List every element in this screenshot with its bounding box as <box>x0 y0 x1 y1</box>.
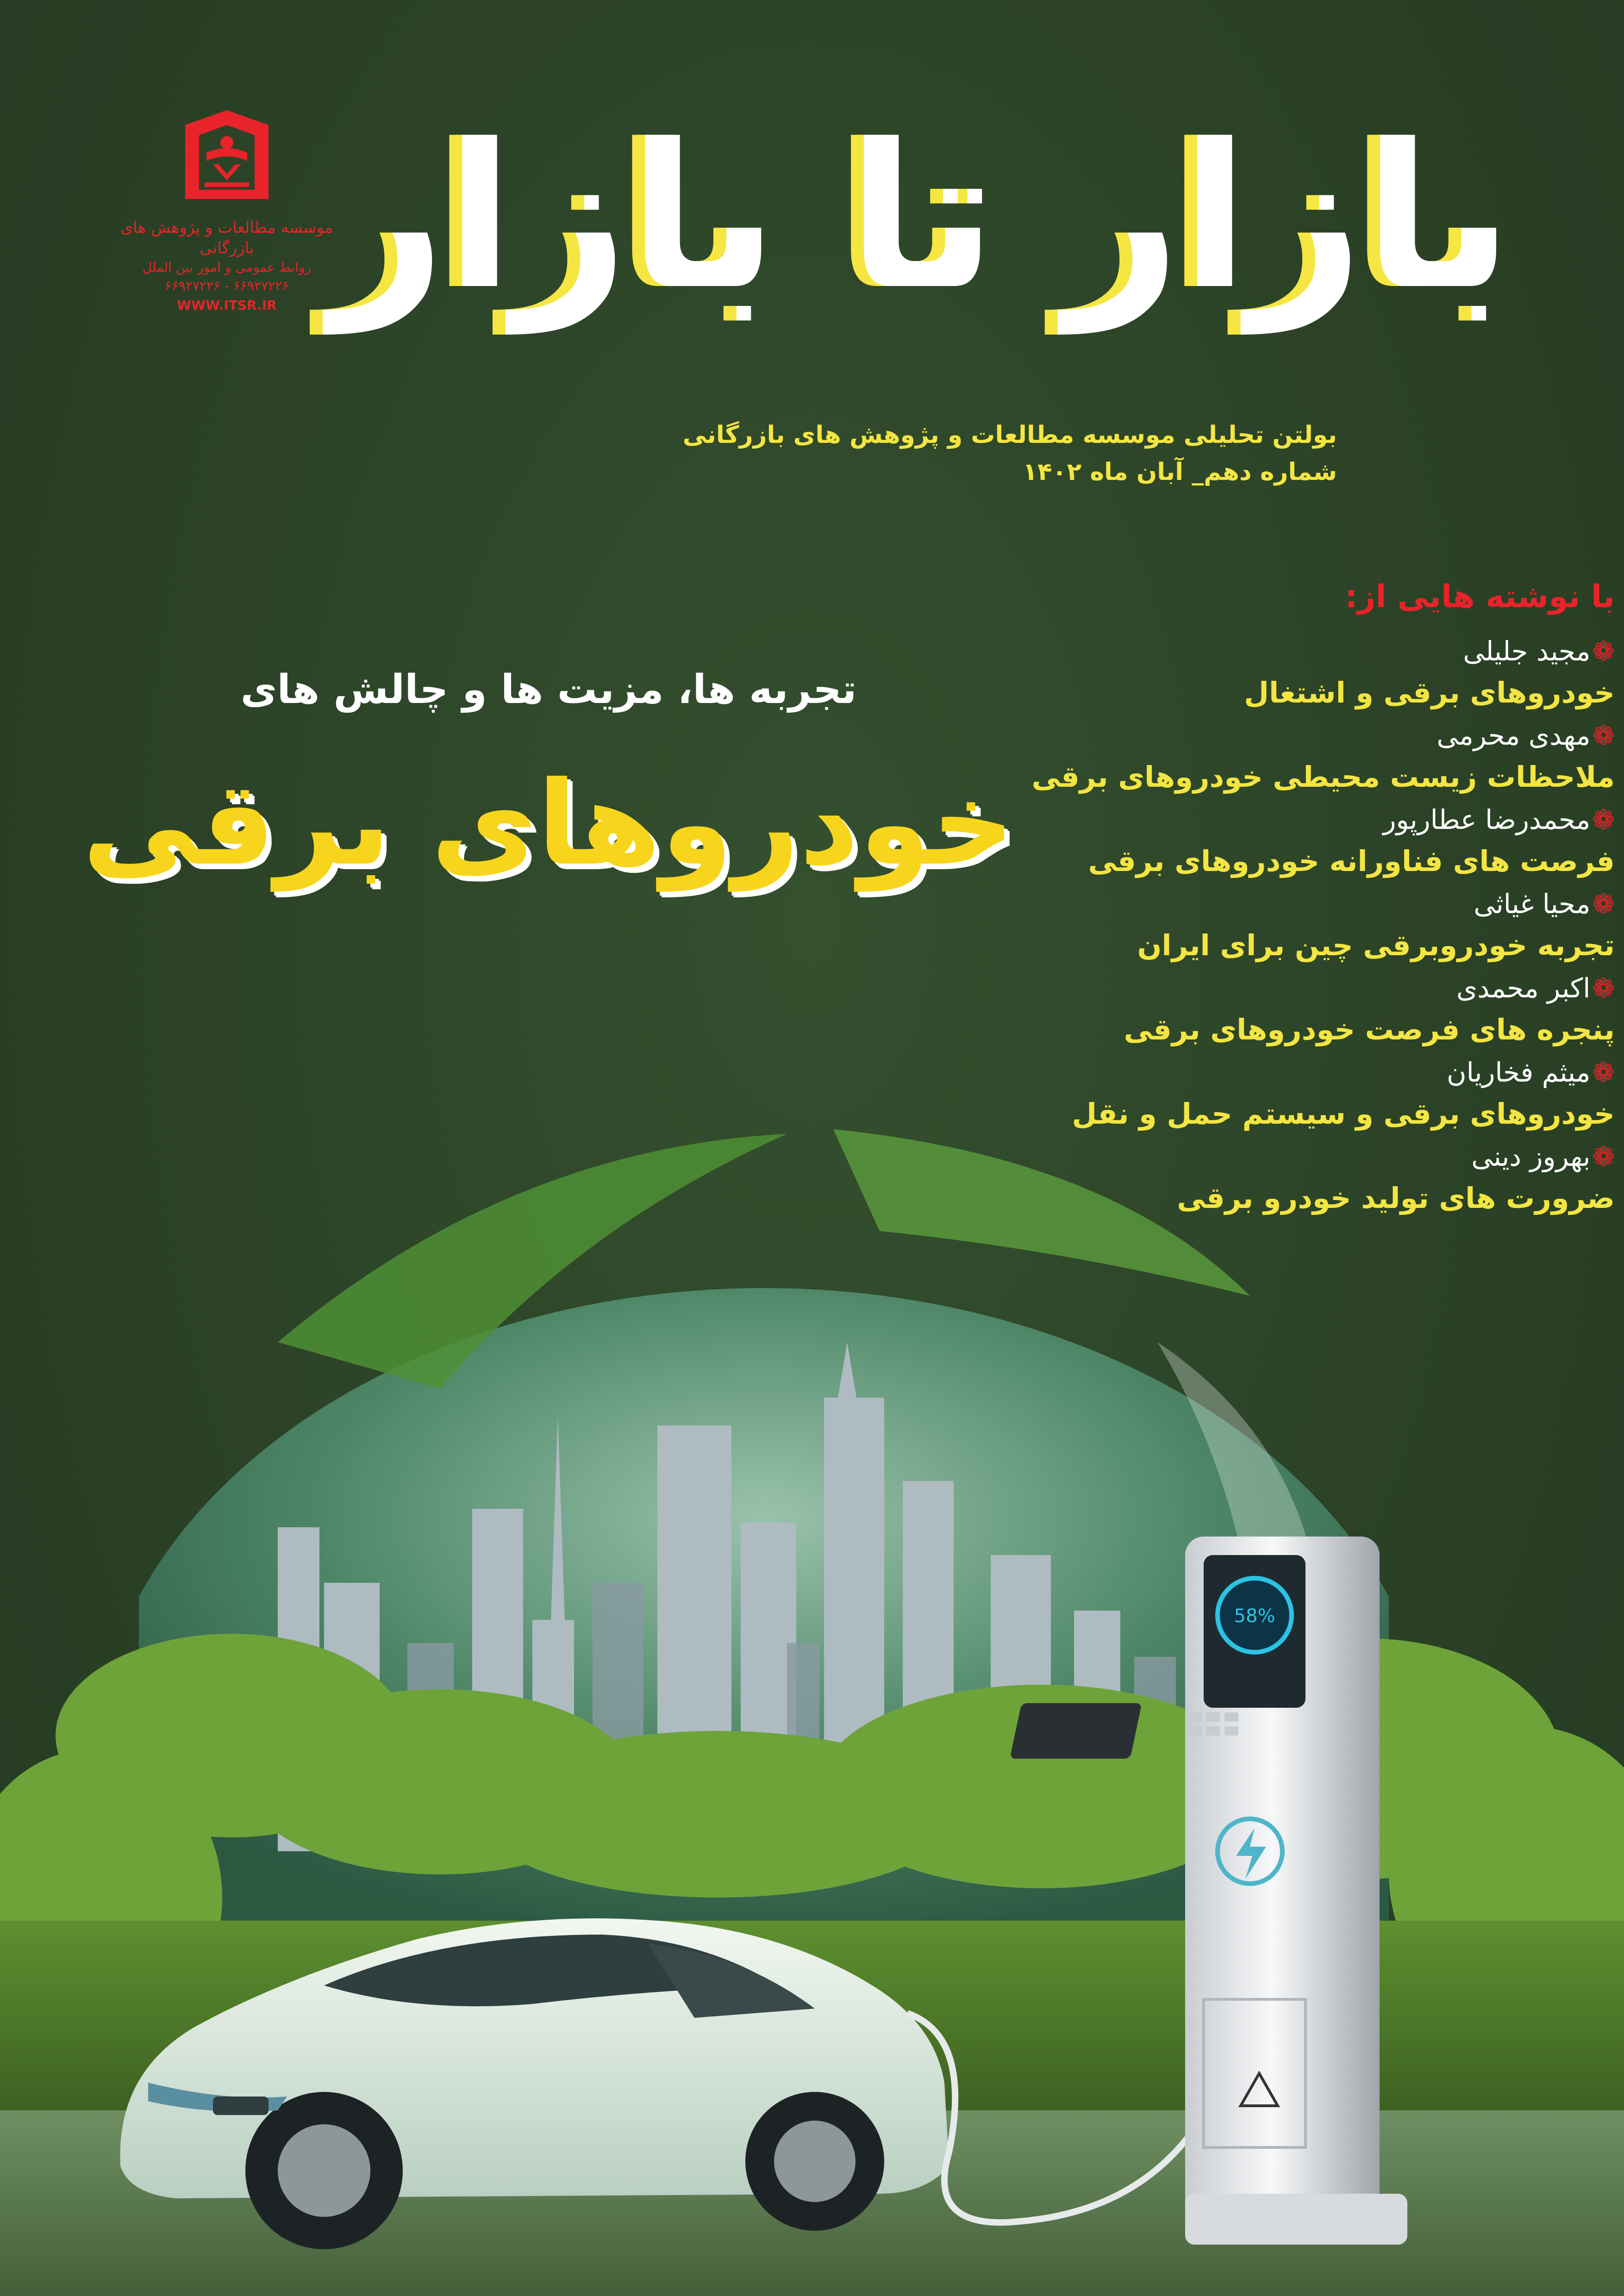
cover-illustration <box>0 1064 1624 2296</box>
institute-department: روابط عمومی و امور بین الملل <box>142 260 312 275</box>
institute-name: موسسه مطالعات و پژوهش های بازرگانی <box>120 218 333 257</box>
contributor-entry <box>1013 969 1615 1052</box>
contributor-article-title: ضرورت های تولید خودرو برقی <box>1177 1181 1615 1215</box>
flower-bullet-icon: ❁ <box>1592 804 1615 835</box>
contributor-article-title: ملاحظات زیست محیطی خودروهای برقی <box>1031 760 1615 794</box>
flower-bullet-icon: ❁ <box>1592 972 1615 1004</box>
masthead-title: بازار تا بازار <box>331 102 1513 333</box>
contributor-article-title: خودروهای برقی و اشتغال <box>1244 676 1615 709</box>
contributor-author-name: مجید جلیلی <box>1463 635 1591 667</box>
charge-level-readout: 58% <box>1234 1605 1275 1627</box>
bulletin-info <box>683 417 1337 491</box>
contributor-author <box>1013 716 1615 755</box>
bulletin-description: بولتن تحلیلی موسسه مطالعات و پژوهش های بازرگانی <box>682 421 1337 449</box>
illustration-svg <box>0 1064 1624 2296</box>
institute-logo <box>120 106 333 316</box>
contributor-author-name: بهروز دینی <box>1471 1141 1591 1172</box>
contributor-author-name: محیا غیاثی <box>1474 888 1591 920</box>
contributor-article-title: پنجره های فرصت خودروهای برقی <box>1124 1013 1615 1046</box>
contributor-entry <box>1013 632 1615 715</box>
contributor-author <box>1013 969 1615 1008</box>
contributor-entry <box>1013 716 1615 799</box>
flower-bullet-icon: ❁ <box>1592 720 1615 751</box>
contributor-author-name: مهدی محرمی <box>1437 720 1591 751</box>
contributor-article-title: تجربه خودروبرقی چین برای ایران <box>1137 928 1615 962</box>
flower-bullet-icon: ❁ <box>1592 635 1615 667</box>
contributor-author-name: میثم فخاریان <box>1447 1057 1591 1088</box>
flower-bullet-icon: ❁ <box>1592 888 1615 920</box>
institute-phone: ۶۶۹۲۷۲۲۶ - ۶۶۹۲۷۲۲۶ <box>164 278 289 293</box>
headline-title: خودروهای برقی <box>82 756 1015 891</box>
flower-bullet-icon: ❁ <box>1592 1057 1615 1088</box>
contributor-article-title: خودروهای برقی و سیستم حمل و نقل <box>1072 1097 1615 1131</box>
contributors-heading: با نوشته هایی از: <box>1345 579 1615 615</box>
contributor-author <box>1013 884 1615 923</box>
contributor-author <box>1013 632 1615 671</box>
contributor-author-name: محمدرضا عطارپور <box>1383 804 1591 835</box>
flower-bullet-icon: ❁ <box>1592 1141 1615 1172</box>
contributor-entry <box>1013 884 1615 968</box>
cover-headline <box>74 657 1023 898</box>
contributor-article-title: فرصت های فناورانه خودروهای برقی <box>1088 844 1615 878</box>
contributor-author-name: اکبر محمدی <box>1456 972 1591 1004</box>
masthead <box>331 69 1513 393</box>
institute-emblem-icon <box>181 106 273 208</box>
contributor-entry <box>1013 800 1615 884</box>
institute-website-link[interactable]: WWW.ITSR.IR <box>177 298 277 313</box>
headline-subtitle: تجربه ها، مزیت ها و چالش های <box>240 666 857 713</box>
contributor-author <box>1013 800 1615 839</box>
bulletin-issue: شماره دهم_ آبان ماه ۱۴۰۲ <box>1023 458 1337 486</box>
